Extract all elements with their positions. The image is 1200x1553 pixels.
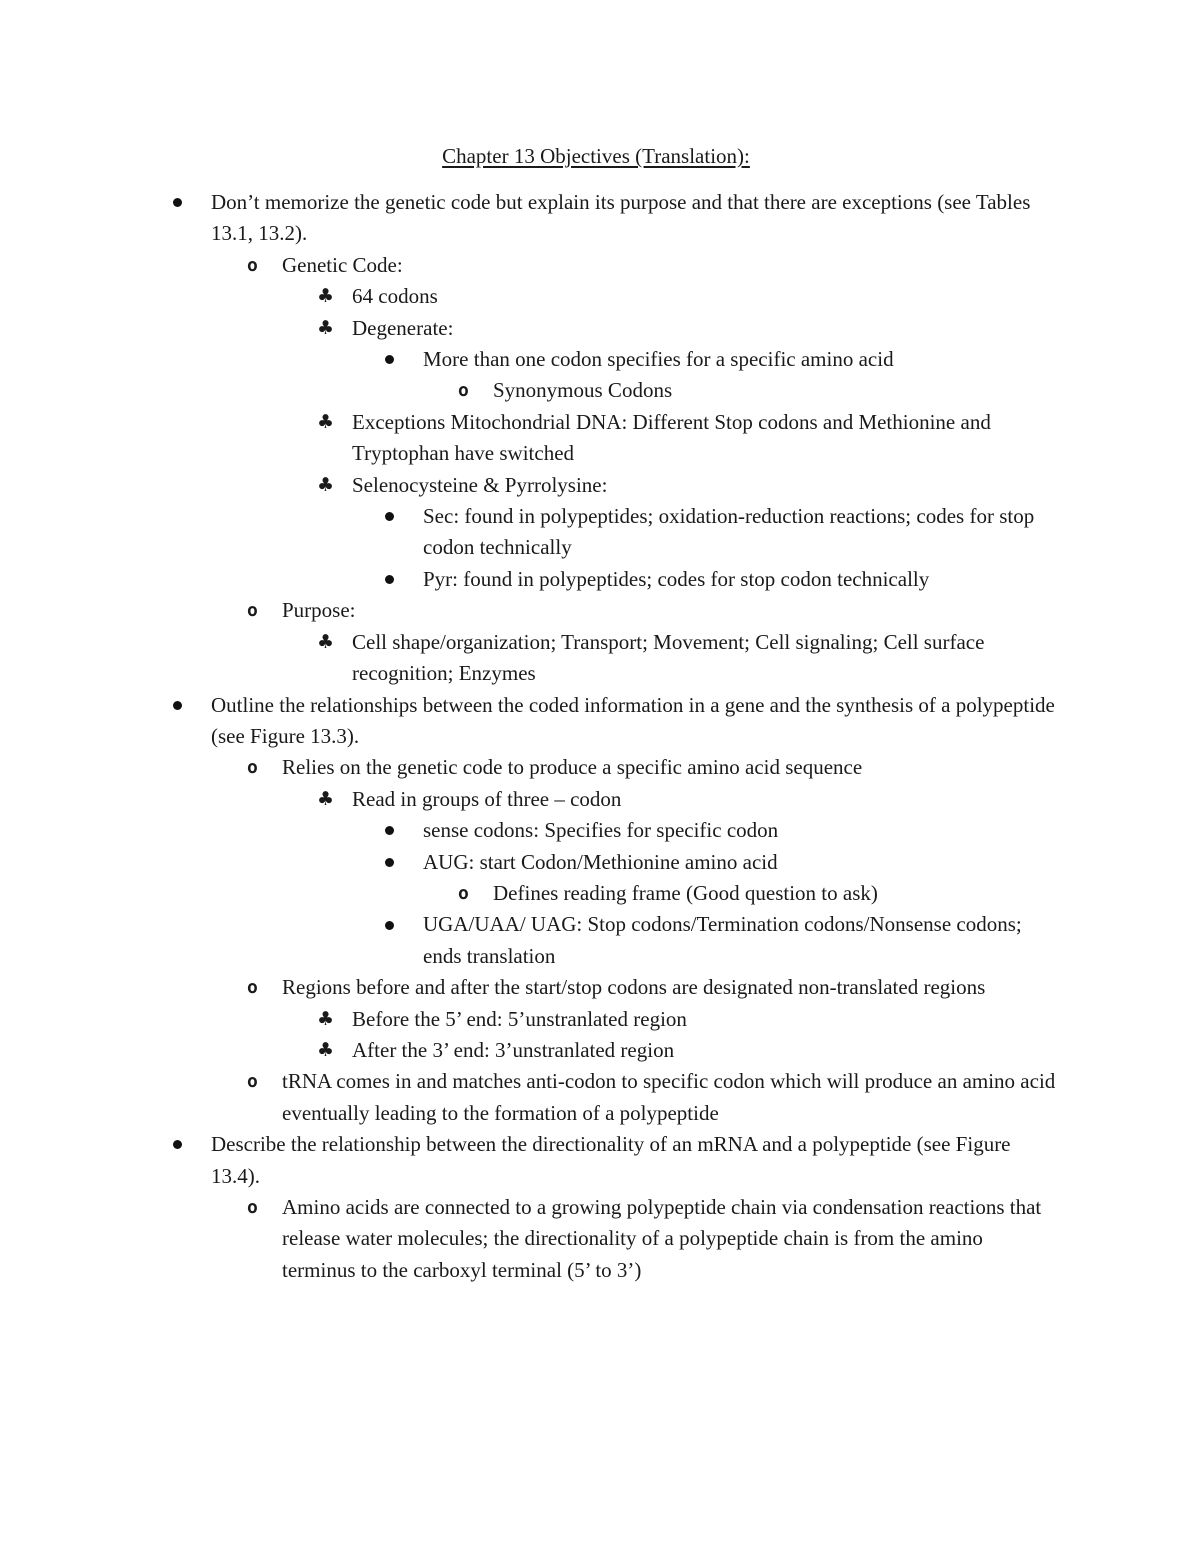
outline-item-text: Pyr: found in polypeptides; codes for stop codon technically (423, 566, 930, 591)
outline-item-level-5 (458, 375, 1057, 406)
outline-item-level-2 (247, 972, 1057, 1003)
outline-item-text: Cell shape/organization; Transport; Movement; Cell signaling; Cell surface recognition; Enzymes (352, 629, 985, 686)
outline-item-text: AUG: start Codon/Methionine amino acid (423, 849, 778, 874)
club-bullet-icon: ♣ (317, 630, 335, 653)
outline-item-level-2 (247, 595, 1057, 626)
outline-item-level-3 (317, 407, 1057, 470)
circle-o-bullet-icon: o (247, 600, 258, 622)
page-title: Chapter 13 Objectives (Translation): (442, 144, 750, 168)
bullet-dot-icon (385, 344, 395, 375)
outline-item-text: Exceptions Mitochondrial DNA: Different Stop codons and Methionine and Tryptophan have switched (352, 409, 991, 466)
outline-item-level-4 (423, 501, 1057, 564)
outline-item-text: Synonymous Codons (493, 378, 673, 403)
outline-item-level-4 (423, 344, 1057, 375)
outline-item-text: UGA/UAA/ UAG: Stop codons/Termination codons/Nonsense codons; ends translation (423, 912, 1022, 968)
outline-item-text: Sec: found in polypeptides; oxidation-reduction reactions; codes for stop codon technically (423, 504, 1035, 560)
club-bullet-icon: ♣ (317, 787, 335, 810)
outline-item-level-4 (423, 847, 1057, 878)
outline-item-text: tRNA comes in and matches anti-codon to specific codon which will produce an amino acid eventually leading to the formation of a polypeptide (282, 1069, 1056, 1125)
outline-item-text: More than one codon specifies for a specific amino acid (423, 347, 894, 372)
circle-o-bullet-icon: o (458, 380, 469, 402)
outline-item-level-1 (211, 1129, 1056, 1192)
outline-item-level-2 (247, 1066, 1057, 1129)
outline-item-text: Don’t memorize the genetic code but explain its purpose and that there are exceptions (see Tables 13.1, 13.2). (211, 190, 1031, 246)
outline-item-level-3 (317, 784, 1057, 815)
circle-o-bullet-icon: o (458, 882, 469, 904)
bullet-dot-icon (385, 909, 395, 940)
bullet-dot-icon (173, 1129, 183, 1160)
outline-item-level-4 (423, 564, 1057, 595)
outline-item-text: Regions before and after the start/stop codons are designated non-translated regions (282, 975, 986, 1000)
outline-item-text: Selenocysteine & Pyrrolysine: (352, 472, 608, 497)
club-bullet-icon: ♣ (317, 410, 335, 433)
outline-item-text: sense codons: Specifies for specific codon (423, 818, 779, 843)
bullet-dot-icon (173, 690, 183, 721)
outline-item-level-3 (317, 627, 1057, 690)
outline-item-text: Purpose: (282, 598, 356, 623)
outline-item-level-4 (423, 909, 1057, 972)
club-bullet-icon: ♣ (317, 473, 335, 496)
outline-item-text: 64 codons (352, 284, 438, 309)
outline-item-level-4 (423, 815, 1057, 846)
outline-item-level-1 (211, 690, 1056, 753)
circle-o-bullet-icon: o (247, 1197, 258, 1218)
club-bullet-icon: ♣ (317, 316, 335, 339)
outline-item-level-3 (317, 1004, 1057, 1035)
club-bullet-icon: ♣ (317, 1038, 335, 1061)
outline-item-text: Genetic Code: (282, 252, 403, 277)
outline-item-text: Outline the relationships between the coded information in a gene and the synthesis of a polypeptide (see Figure 13.3). (211, 692, 1055, 748)
outline-item-level-2 (247, 1192, 1057, 1286)
outline-item-level-3 (317, 281, 1057, 312)
club-bullet-icon: ♣ (317, 285, 335, 308)
outline-item-level-3 (317, 1035, 1057, 1066)
outline-item-text: Before the 5’ end: 5’unstranlated region (352, 1006, 687, 1031)
circle-o-bullet-icon: o (247, 1071, 258, 1093)
bullet-dot-icon (385, 501, 395, 532)
outline-item-text: Describe the relationship between the directionality of an mRNA and a polypeptide (see Figure 13.4). (211, 1132, 1011, 1188)
outline-item-level-2 (247, 752, 1057, 783)
bullet-dot-icon (385, 564, 395, 595)
bullet-dot-icon (173, 187, 183, 218)
outline-item-text: Amino acids are connected to a growing polypeptide chain via condensation reactions that release water molecules; the directionality of a polypeptide chain is from the amino terminus to the carboxyl terminal (5’ to 3’) (282, 1195, 1042, 1282)
club-bullet-icon: ♣ (317, 1007, 335, 1030)
outline-item-text: Defines reading frame (Good question to ask) (493, 880, 878, 905)
circle-o-bullet-icon: o (247, 757, 258, 779)
outline-item-level-1 (211, 187, 1056, 250)
outline-item-text: After the 3’ end: 3’unstranlated region (352, 1037, 675, 1062)
outline-item-level-3 (317, 313, 1057, 344)
outline-item-level-3 (317, 470, 1057, 501)
objectives-outline (0, 187, 1057, 1286)
bullet-dot-icon (385, 847, 395, 878)
outline-item-level-2 (247, 250, 1057, 281)
bullet-dot-icon (385, 815, 395, 846)
circle-o-bullet-icon: o (247, 254, 258, 276)
outline-item-level-5 (458, 878, 1057, 909)
outline-item-text: Relies on the genetic code to produce a specific amino acid sequence (282, 755, 863, 780)
outline-item-text: Read in groups of three – codon (352, 786, 622, 811)
outline-item-text: Degenerate: (352, 315, 454, 340)
circle-o-bullet-icon: o (247, 977, 258, 999)
